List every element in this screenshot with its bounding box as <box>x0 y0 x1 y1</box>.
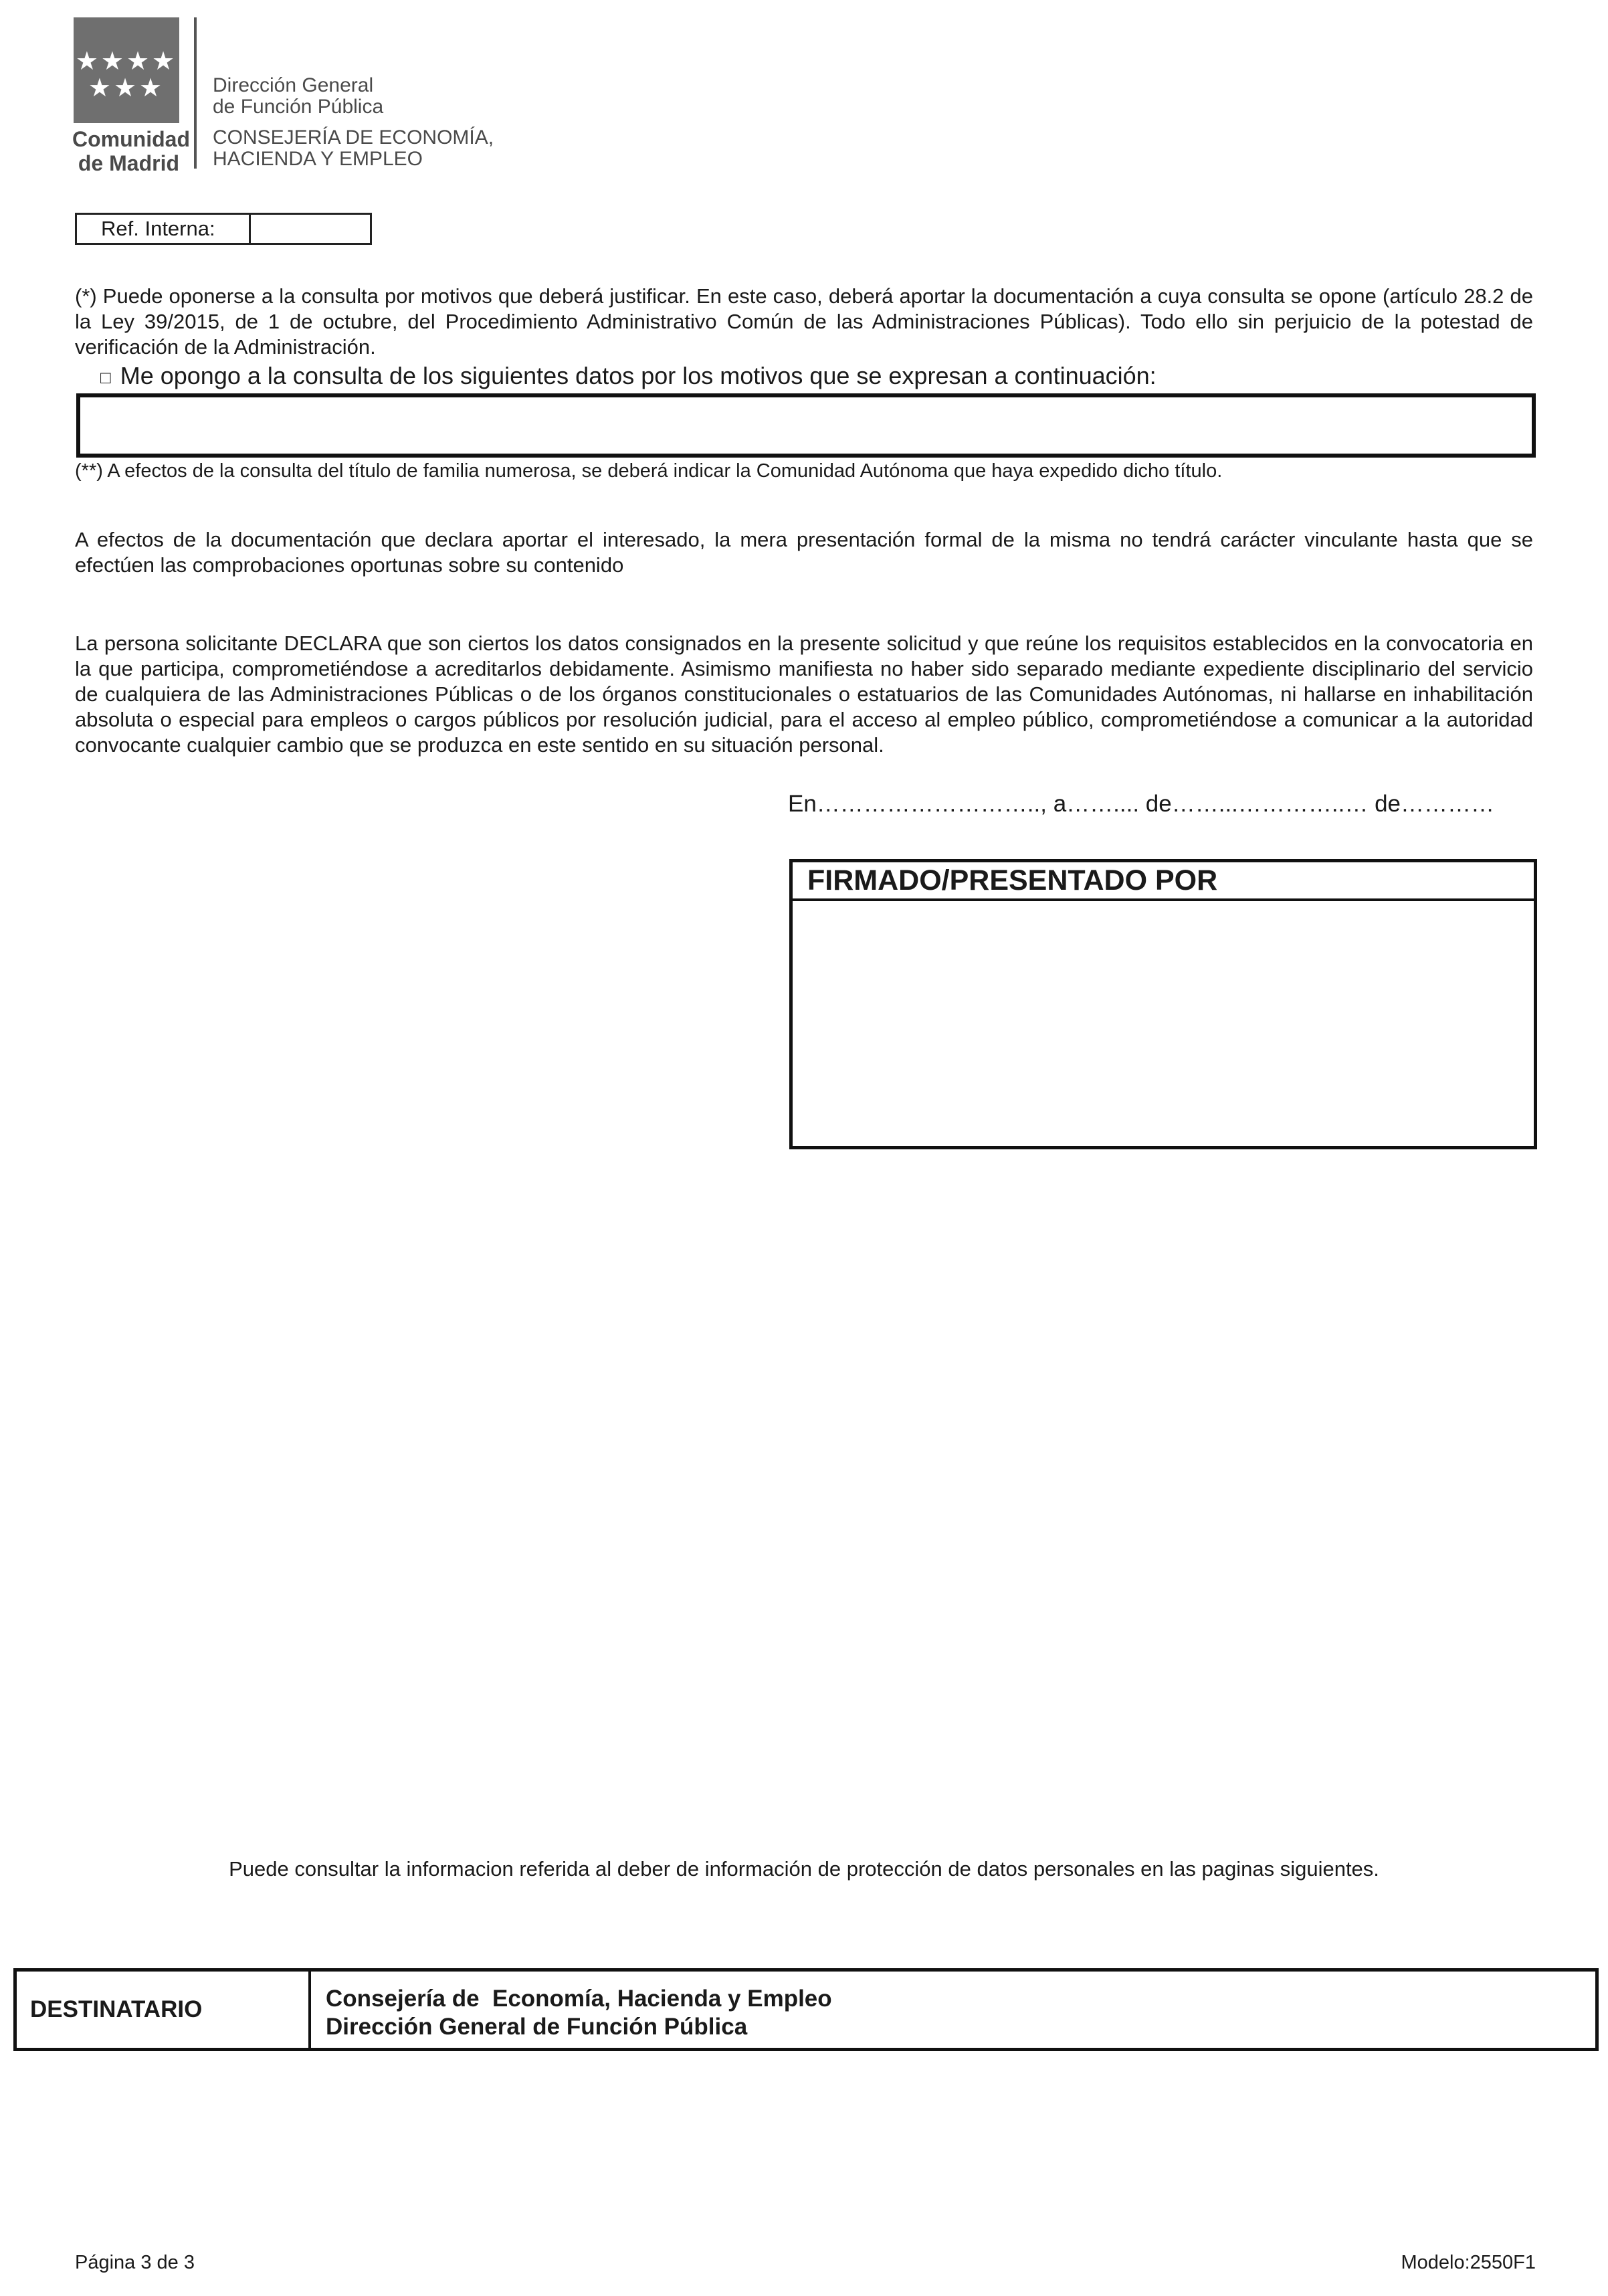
ref-interna-field[interactable] <box>252 215 370 243</box>
signature-title: FIRMADO/PRESENTADO POR <box>793 862 1534 901</box>
destinatario-label: DESTINATARIO <box>17 1972 311 2048</box>
dept-line-3: CONSEJERÍA DE ECONOMÍA, <box>213 126 494 149</box>
opposition-checkbox-row[interactable] <box>100 361 1157 392</box>
destinatario-table <box>13 1968 1599 2051</box>
logo-name-line-1: Comunidad <box>72 127 190 151</box>
consejeria-name <box>213 127 494 170</box>
dept-line-1: Dirección General <box>213 74 374 96</box>
destinatario-line-1: Consejería de Economía, Hacienda y Empleo <box>326 1986 832 2012</box>
ref-interna-box <box>75 213 372 245</box>
dept-line-4: HACIENDA Y EMPLEO <box>213 148 423 170</box>
checkbox-icon[interactable]: □ <box>100 367 111 388</box>
model-number: Modelo:2550F1 <box>1401 2252 1536 2273</box>
signature-box[interactable] <box>789 859 1537 1149</box>
page-number: Página 3 de 3 <box>75 2252 195 2273</box>
dept-line-2: de Función Pública <box>213 96 384 118</box>
data-protection-info: Puede consultar la informacion referida al deber de información de protección de datos personales en las paginas siguientes. <box>229 1857 1379 1881</box>
documentacion-paragraph: A efectos de la documentación que declara aportar el interesado, la mera presentación formal de la misma no tendrá carácter vinculante hasta que se efectúen las comprobaciones oportunas sobre su contenido <box>75 528 1533 577</box>
department-name <box>213 75 383 118</box>
declaration-paragraph: La persona solicitante DECLARA que son ciertos los datos consignados en la presente solicitud y que reúne los requisitos establecidos en la convocatoria en la que participa, comprometiéndose a acreditarlos debidamente. Asimismo manifiesta no haber sido separado mediante expediente disciplinario del servicio de cualquiera de las Administraciones Públicas o de los órganos constitucionales o estatuarios de las Comunidades Autónomas, ni hallarse en inhabilitación absoluta o especial para empleos o cargos públicos por resolución judicial, para el acceso al empleo público, comprometiéndose a comunicar a la autoridad convocante cualquier cambio que se produzca en este sentido en su situación personal. <box>75 632 1533 757</box>
madrid-logo <box>74 17 179 123</box>
logo-name-line-2: de Madrid <box>78 151 179 175</box>
familia-numerosa-note: (**) A efectos de la consulta del título de familia numerosa, se deberá indicar la Comunidad Autónoma que haya expedido dicho título. <box>75 460 1223 482</box>
destinatario-line-2: Dirección General de Función Pública <box>326 2014 748 2040</box>
logo-stars-icon: ★★★★ ★★★ <box>75 47 178 102</box>
header-divider <box>194 17 197 169</box>
place-date-line: En……………………….., a…….... de……...…………..… de………… <box>788 791 1494 817</box>
ref-interna-label: Ref. Interna: <box>77 215 251 243</box>
opposition-reasons-field[interactable] <box>76 393 1536 458</box>
logo-name <box>72 127 190 175</box>
checkbox-label: Me opongo a la consulta de los siguientes datos por los motivos que se expresan a continuación: <box>120 362 1157 389</box>
opposition-paragraph: (*) Puede oponerse a la consulta por motivos que deberá justificar. En este caso, deberá aportar la documentación a cuya consulta se opone (artículo 28.2 de la Ley 39/2015, de 1 de octubre, del Procedimiento Administrativo Común de las Administraciones Públicas). Todo ello sin perjuicio de la potestad de verificación de la Administración. <box>75 284 1533 359</box>
